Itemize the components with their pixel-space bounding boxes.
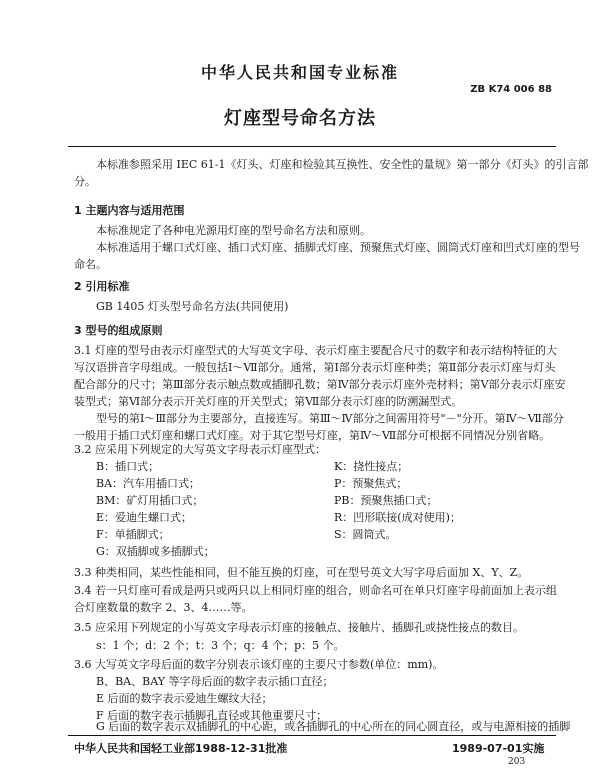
standard-title: 中华人民共和国专业标准 [200,63,399,82]
type-item: PB：预聚焦插口式； [334,494,438,507]
intro-line-2: 分。 [74,175,96,188]
clause-3-5-codes: s：1 个；d：2 个；t：3 个；q：4 个；p：5 个。 [96,639,345,652]
clause-3-1-line-4: 装型式；第Ⅵ部分表示开关灯座的开关型式；第Ⅶ部分表示灯座的防溯漏型式。 [74,395,463,408]
type-item: K：挠性接点； [334,460,409,473]
clause-3-6-line-1: 3.6 大写英文字母后面的数字分别表示该灯座的主要尺寸参数(单位：mm)。 [74,658,444,671]
type-item: E：爱迪生螺口式； [96,511,193,524]
clause-3-6-line-5: G 后面的数字表示双插脚孔的中心距，或各插脚孔的中心所在的同心圆直径，或与电源相接的插脚 [96,720,571,733]
type-item: P：预聚焦式； [334,477,408,490]
intro-line-1: 本标准参照采用 IEC 61-1《灯头、灯座和检验其互换性、安全性的量规》第一部分《灯头》的引言部 [96,158,589,171]
document-title: 灯座型号命名方法 [224,108,376,129]
clause-3-1-line-6: 一般用于插口式灯座和螺口式灯座。对于其它型号灯座，第Ⅳ～Ⅶ部分可根据不同情况分别省略。 [74,429,551,442]
clause-3-5: 3.5 应采用下列规定的小写英文字母表示灯座的接触点、接触片、插脚孔或挠性接点的数目。 [74,621,524,634]
clause-3-6-line-3: E 后面的数字表示爱迪生螺纹大径； [96,692,273,705]
clause-3-2-heading: 3.2 应采用下列规定的大写英文字母表示灯座型式： [74,443,326,456]
effective-date: 1989-07-01实施 [452,742,545,755]
approval-statement: 中华人民共和国轻工业部1988-12-31批准 [74,742,288,755]
section-1-para-2-line-2: 命名。 [74,258,107,271]
clause-3-1-line-2: 写汉语拼音字母组成。一般包括Ⅰ～Ⅶ部分。通常，第Ⅰ部分表示灯座种类；第Ⅱ部分表示灯座与灯头 [74,361,556,374]
clause-3-1-line-3: 配合部分的尺寸；第Ⅲ部分表示触点数或插脚孔数；第Ⅳ部分表示灯座外壳材料；第Ⅴ部分表示灯座安 [74,378,566,391]
section-2-reference: GB 1405 灯头型号命名方法(共同使用) [96,300,289,313]
header-rule [68,146,556,147]
type-item: BM：矿灯用插口式； [96,494,204,507]
clause-3-6-line-2: B、BA、BAY 等字母后面的数字表示插口直径； [96,675,334,688]
type-item: BA：汽车用插口式； [96,477,201,490]
standard-code: ZB K74 006 88 [470,84,552,95]
clause-3-3: 3.3 种类相同，某些性能相同，但不能互换的灯座，可在型号英文大写字母后面加 X、Y、Z。 [74,566,529,579]
footer-rule [68,735,556,736]
section-2-heading: 2 引用标准 [74,280,130,293]
type-item: G：双插脚或多插脚式； [96,545,215,558]
clause-3-4-line-1: 3.4 若一只灯座可看成是两只或两只以上相同灯座的组合，则命名可在单只灯座字母前面加上表示组 [74,584,557,597]
type-item: B：插口式； [96,460,160,473]
clause-3-6-line-4: F 后面的数字表示插脚孔直径或其他重要尺寸； [96,709,328,722]
clause-3-1-line-1: 3.1 灯座的型号由表示灯座型式的大写英文字母、表示灯座主要配合尺寸的数字和表示结构特征的大 [74,344,557,357]
section-1-para-1: 本标准规定了各种电光源用灯座的型号命名方法和原则。 [96,224,371,237]
clause-3-1-line-5: 型号的第Ⅰ～Ⅲ部分为主要部分，直接连写。第Ⅲ～Ⅳ部分之间需用符号"－"分开。第Ⅳ～Ⅶ部分 [96,412,564,425]
type-item: R：凹形联接(成对使用)； [334,511,461,524]
section-1-para-2-line-1: 本标准适用于螺口式灯座、插口式灯座、插脚式灯座、预聚焦式灯座、圆筒式灯座和凹式灯座的型号 [96,241,580,254]
section-1-heading: 1 主题内容与适用范围 [74,204,185,217]
type-item: S：圆筒式。 [334,528,397,541]
section-3-heading: 3 型号的组成原则 [74,324,163,337]
type-item: F：单插脚式； [96,528,170,541]
clause-3-4-line-2: 合灯座数量的数字 2、3、4……等。 [74,601,253,614]
page-number: 203 [508,757,526,767]
